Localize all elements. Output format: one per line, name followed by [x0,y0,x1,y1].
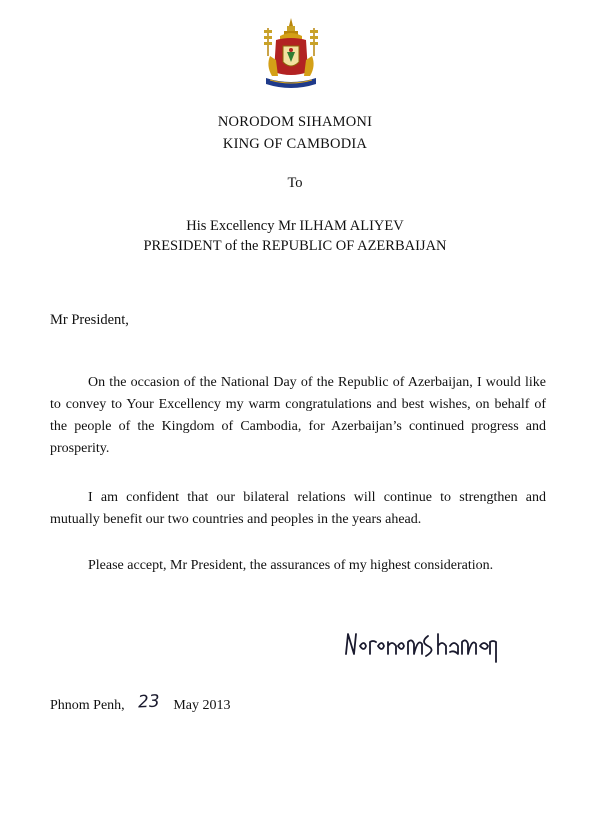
day-handwritten: 23 [137,691,161,713]
place: Phnom Penh, [50,698,125,713]
recipient-title: PRESIDENT of the REPUBLIC OF AZERBAIJAN [143,238,447,254]
body-paragraph: I am confident that our bilateral relations will continue to strengthen and mutually benefit our two countries and peoples in the years ahead. [50,490,546,527]
recipient-name: His Excellency Mr ILHAM ALIYEV [186,218,404,234]
dateline [50,691,231,714]
sender-name: NORODOM SIHAMONI [217,114,373,130]
month-year: May 2013 [173,698,231,713]
sender-title: KING OF CAMBODIA [222,136,368,152]
royal-arms-of-cambodia-icon [258,16,324,96]
signature [340,624,500,666]
salutation: Mr President, [50,312,129,328]
body-paragraph: On the occasion of the National Day of the Republic of Azerbaijan, I would like to convey to Your Excellency my warm congratulations and best wishes, on behalf of the people of the Kingdom of Cambodia, for Azerbaijan’s continued progress and prosperity. [50,375,546,456]
to-label: To [287,175,303,191]
closing-paragraph: Please accept, Mr President, the assurances of my highest consideration. [88,558,494,573]
